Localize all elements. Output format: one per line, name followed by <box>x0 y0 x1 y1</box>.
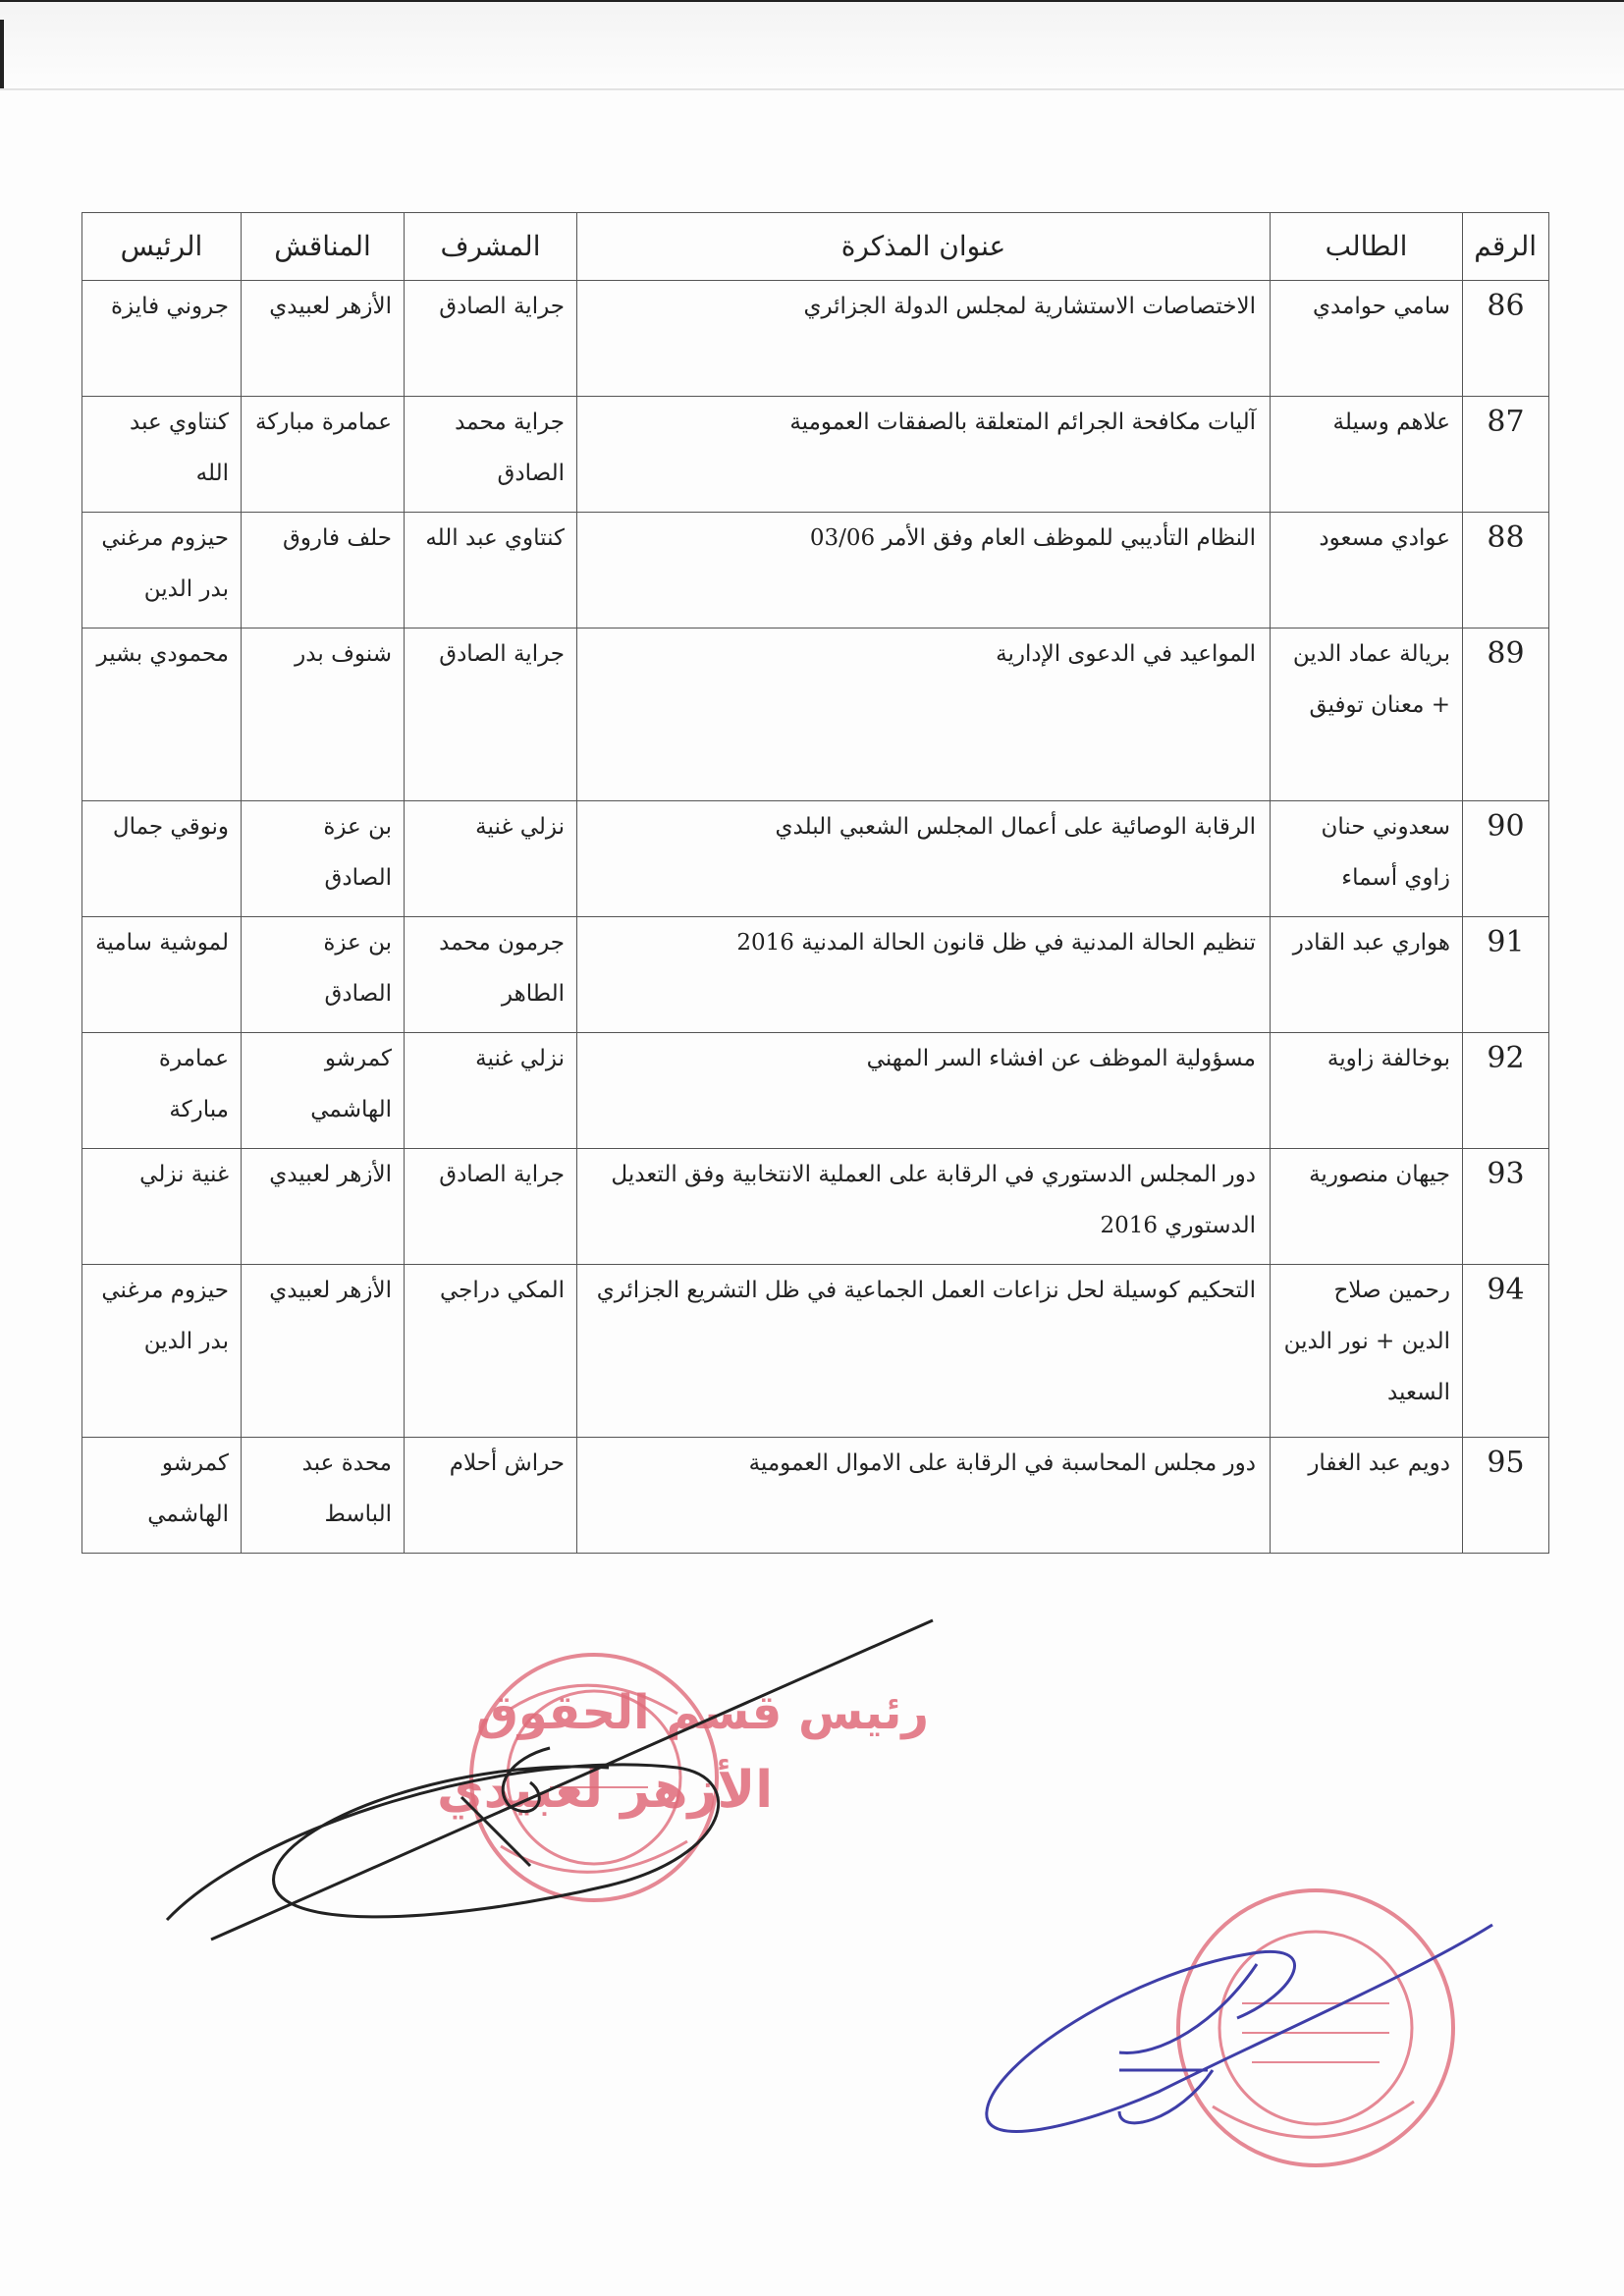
cell-president: عمامرة مباركة <box>82 1033 242 1149</box>
cell-supervisor: جرمون محمد الطاهر <box>405 917 577 1033</box>
cell-title: النظام التأديبي للموظف العام وفق الأمر 03/06 <box>577 513 1271 629</box>
cell-number: 90 <box>1463 801 1549 917</box>
header-president: الرئيس <box>82 213 242 281</box>
header-number: الرقم <box>1463 213 1549 281</box>
cell-student: سامي حوامدي <box>1271 281 1463 397</box>
cell-title: مسؤولية الموظف عن افشاء السر المهني <box>577 1033 1271 1149</box>
cell-number: 93 <box>1463 1149 1549 1265</box>
cell-student: علاهم وسيلة <box>1271 397 1463 513</box>
cell-president: حيزوم مرغني بدر الدين <box>82 1265 242 1438</box>
cell-examiner: الأزهر لعبيدي <box>242 281 405 397</box>
cell-supervisor: نزلي غنية <box>405 1033 577 1149</box>
cell-title: دور المجلس الدستوري في الرقابة على العملية الانتخابية وفق التعديل الدستوري 2016 <box>577 1149 1271 1265</box>
cell-number: 95 <box>1463 1438 1549 1554</box>
cell-president: غنية نزلي <box>82 1149 242 1265</box>
cell-student: عوادي مسعود <box>1271 513 1463 629</box>
cell-supervisor: حراش أحلام <box>405 1438 577 1554</box>
cell-examiner: عمامرة مباركة <box>242 397 405 513</box>
cell-number: 94 <box>1463 1265 1549 1438</box>
cell-examiner: كمرشو الهاشمي <box>242 1033 405 1149</box>
cell-examiner: الأزهر لعبيدي <box>242 1149 405 1265</box>
cell-president: ونوقي جمال <box>82 801 242 917</box>
cell-title: الرقابة الوصائية على أعمال المجلس الشعبي البلدي <box>577 801 1271 917</box>
cell-title: دور مجلس المحاسبة في الرقابة على الاموال العمومية <box>577 1438 1271 1554</box>
header-title: عنوان المذكرة <box>577 213 1271 281</box>
cell-examiner: محدة عبد الباسط <box>242 1438 405 1554</box>
cell-supervisor: كنتاوي عبد الله <box>405 513 577 629</box>
cell-student: هواري عبد القادر <box>1271 917 1463 1033</box>
cell-student: رحمين صلاح الدين + نور الدين السعيد <box>1271 1265 1463 1438</box>
cell-student: بريالة عماد الدين + معنان توفيق <box>1271 629 1463 801</box>
cell-number: 86 <box>1463 281 1549 397</box>
cell-number: 91 <box>1463 917 1549 1033</box>
cell-student: جيهان منصورية <box>1271 1149 1463 1265</box>
cell-examiner: الأزهر لعبيدي <box>242 1265 405 1438</box>
cell-examiner: حلف فاروق <box>242 513 405 629</box>
faculty-seal-stamp-right <box>1178 1890 1453 2165</box>
cell-title: المواعيد في الدعوى الإدارية <box>577 629 1271 801</box>
header-examiner: المناقش <box>242 213 405 281</box>
header-supervisor: المشرف <box>405 213 577 281</box>
cell-supervisor: جراية محمد الصادق <box>405 397 577 513</box>
cell-title: الاختصاصات الاستشارية لمجلس الدولة الجزائري <box>577 281 1271 397</box>
cell-president: لموشية سامية <box>82 917 242 1033</box>
stamp-line-title: رئيس قسم الحقوق <box>476 1685 930 1740</box>
cell-examiner: شنوف بدر <box>242 629 405 801</box>
cell-number: 89 <box>1463 629 1549 801</box>
cell-examiner: بن عزة الصادق <box>242 801 405 917</box>
cell-supervisor: جراية الصادق <box>405 281 577 397</box>
stamp-line-name: الأزهر لعبيدي <box>437 1761 774 1820</box>
cell-student: دويم عبد الغفار <box>1271 1438 1463 1554</box>
header-student: الطالب <box>1271 213 1463 281</box>
cell-number: 92 <box>1463 1033 1549 1149</box>
cell-title: آليات مكافحة الجرائم المتعلقة بالصفقات العمومية <box>577 397 1271 513</box>
cell-supervisor: المكي دراجي <box>405 1265 577 1438</box>
cell-student: سعدوني حنان زاوي أسماء <box>1271 801 1463 917</box>
dean-signature <box>987 1925 1492 2131</box>
cell-examiner: بن عزة الصادق <box>242 917 405 1033</box>
cell-supervisor: جراية الصادق <box>405 1149 577 1265</box>
cell-president: كنتاوي عبد الله <box>82 397 242 513</box>
cell-number: 87 <box>1463 397 1549 513</box>
cell-supervisor: نزلي غنية <box>405 801 577 917</box>
cell-number: 88 <box>1463 513 1549 629</box>
cell-supervisor: جراية الصادق <box>405 629 577 801</box>
cell-president: حيزوم مرغني بدر الدين <box>82 513 242 629</box>
cell-president: محمودي بشير <box>82 629 242 801</box>
cell-title: التحكيم كوسيلة لحل نزاعات العمل الجماعية في ظل التشريع الجزائري <box>577 1265 1271 1438</box>
cell-president: جروني فايزة <box>82 281 242 397</box>
cell-student: بوخالفة زاوية <box>1271 1033 1463 1149</box>
cell-president: كمرشو الهاشمي <box>82 1438 242 1554</box>
cell-title: تنظيم الحالة المدنية في ظل قانون الحالة المدنية 2016 <box>577 917 1271 1033</box>
